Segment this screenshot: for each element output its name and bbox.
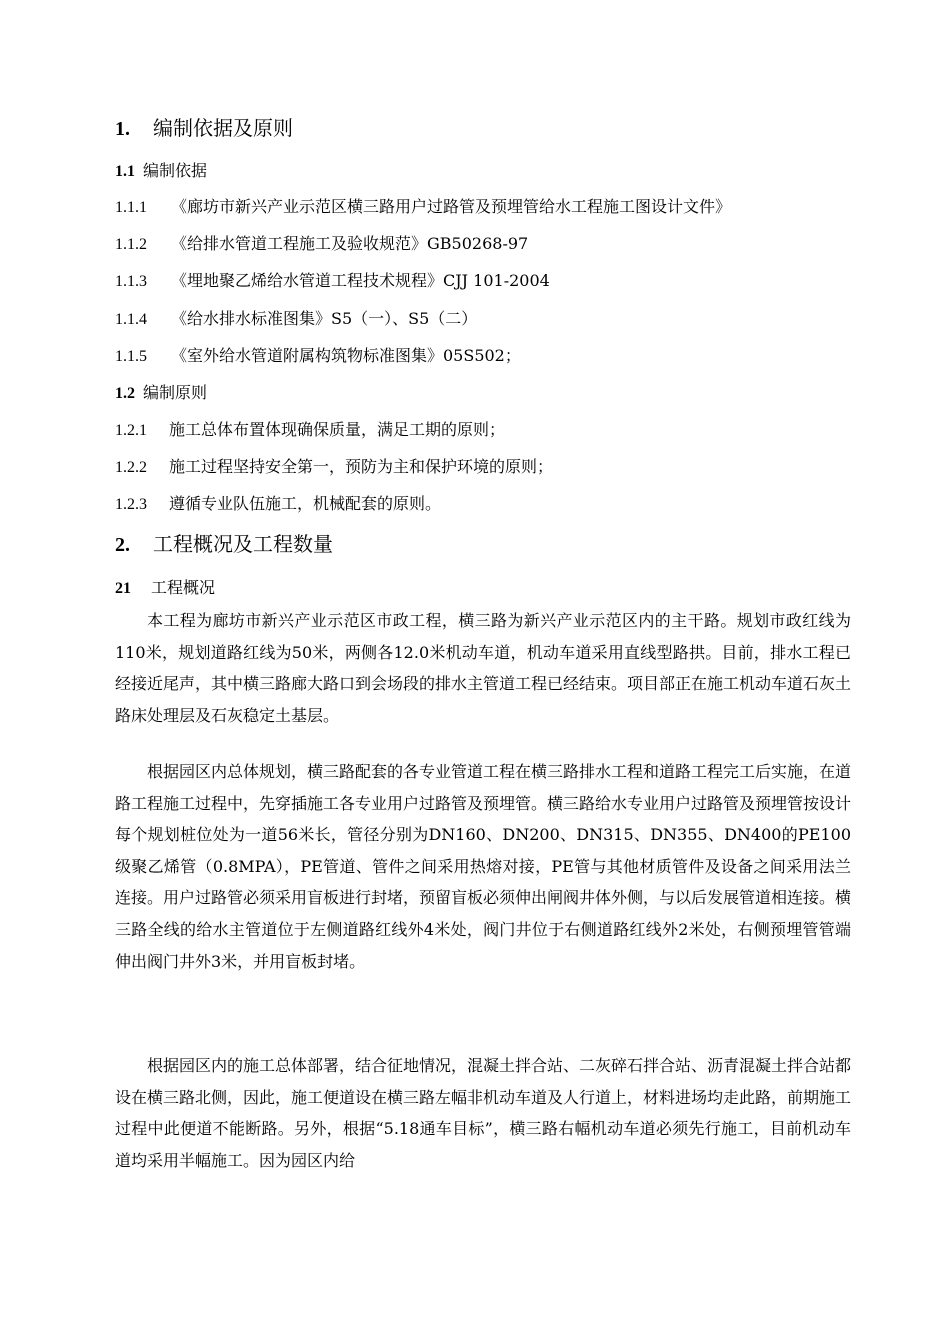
- item-text: 《给水排水标准图集》S5（一）、S5（二）: [171, 309, 478, 328]
- principle-item-3: [115, 491, 441, 514]
- section-2-heading: [115, 528, 333, 557]
- item-text: 《给排水管道工程施工及验收规范》GB50268-97: [171, 234, 529, 253]
- item-text: 《埋地聚乙烯给水管道工程技术规程》CJJ 101-2004: [171, 271, 550, 290]
- item-number: 1.1.4: [115, 311, 147, 328]
- item-number: 1.1.5: [115, 348, 147, 365]
- section-number: 2.: [115, 534, 130, 556]
- section-number: 1.: [115, 118, 130, 140]
- subsection-title: 编制原则: [143, 383, 208, 402]
- subsection-2-1-heading: [115, 575, 215, 598]
- subsection-number: 1.1: [115, 163, 135, 180]
- paragraph-1: 本工程为廊坊市新兴产业示范区市政工程，横三路为新兴产业示范区内的主干路。规划市政红线为110米，规划道路红线为50米，两侧各12.0米机动车道，机动车道采用直线型路拱。目前，排水工程已经接近尾声，其中横三路廊大路口到会场段的排水主管道工程已经结束。项目部正在施工机动车道石灰土路床处理层及石灰稳定土基层。: [115, 611, 852, 725]
- item-text: 遵循专业队伍施工，机械配套的原则。: [169, 494, 442, 513]
- paragraph-3: 根据园区内的施工总体部署，结合征地情况，混凝土拌合站、二灰碎石拌合站、沥青混凝土拌合站都设在横三路北侧，因此，施工便道设在横三路左幅非机动车道及人行道上，材料进场均走此路，前期施工过程中此便道不能断路。另外，根据“5.18通车目标”，横三路右幅机动车道必须先行施工，目前机动车道均采用半幅施工。因为园区内给: [115, 1056, 852, 1170]
- subsection-number: 21: [115, 580, 131, 597]
- item-text: 施工总体布置体现确保质量，满足工期的原则；: [169, 420, 506, 439]
- subsection-1-2-heading: [115, 380, 207, 403]
- paragraph-2: 根据园区内总体规划，横三路配套的各专业管道工程在横三路排水工程和道路工程完工后实施，在道路工程施工过程中，先穿插施工各专业用户过路管及预埋管。横三路给水专业用户过路管及预埋管按设计每个规划桩位处为一道56米长，管径分别为DN160、DN200、DN315、DN355、DN400的PE100级聚乙烯管（0.8MPA），PE管道、管件之间采用热熔对接，PE管与其他材质管件及设备之间采用法兰连接。用户过路管必须采用盲板进行封堵，预留盲板必须伸出闸阀井体外侧，与以后发展管道相连接。横三路全线的给水主管道位于左侧道路红线外4米处，阀门井位于右侧道路红线外2米处，右侧预埋管管端伸出阀门井外3米，并用盲板封堵。: [115, 762, 852, 971]
- basis-item-4: [115, 306, 477, 329]
- subsection-title: 编制依据: [143, 161, 208, 180]
- section-title: 工程概况及工程数量: [153, 532, 333, 556]
- item-text: 《室外给水管道附属构筑物标准图集》05S502；: [171, 346, 521, 365]
- item-number: 1.1.3: [115, 273, 147, 290]
- item-number: 1.1.1: [115, 199, 147, 216]
- subsection-title: 工程概况: [151, 578, 216, 597]
- basis-item-1: [115, 194, 731, 217]
- principle-item-2: [115, 454, 553, 477]
- item-text: 施工过程坚持安全第一，预防为主和保护环境的原则；: [169, 457, 554, 476]
- basis-item-3: [115, 268, 550, 291]
- subsection-1-1-heading: [115, 158, 207, 181]
- section-1-heading: [115, 112, 293, 141]
- item-number: 1.2.2: [115, 459, 147, 476]
- basis-item-2: [115, 231, 528, 254]
- basis-item-5: [115, 343, 521, 366]
- item-number: 1.2.1: [115, 422, 147, 439]
- subsection-number: 1.2: [115, 385, 135, 402]
- item-text: 《廊坊市新兴产业示范区横三路用户过路管及预埋管给水工程施工图设计文件》: [171, 197, 732, 216]
- section-title: 编制依据及原则: [153, 116, 293, 140]
- item-number: 1.2.3: [115, 496, 147, 513]
- item-number: 1.1.2: [115, 236, 147, 253]
- principle-item-1: [115, 417, 505, 440]
